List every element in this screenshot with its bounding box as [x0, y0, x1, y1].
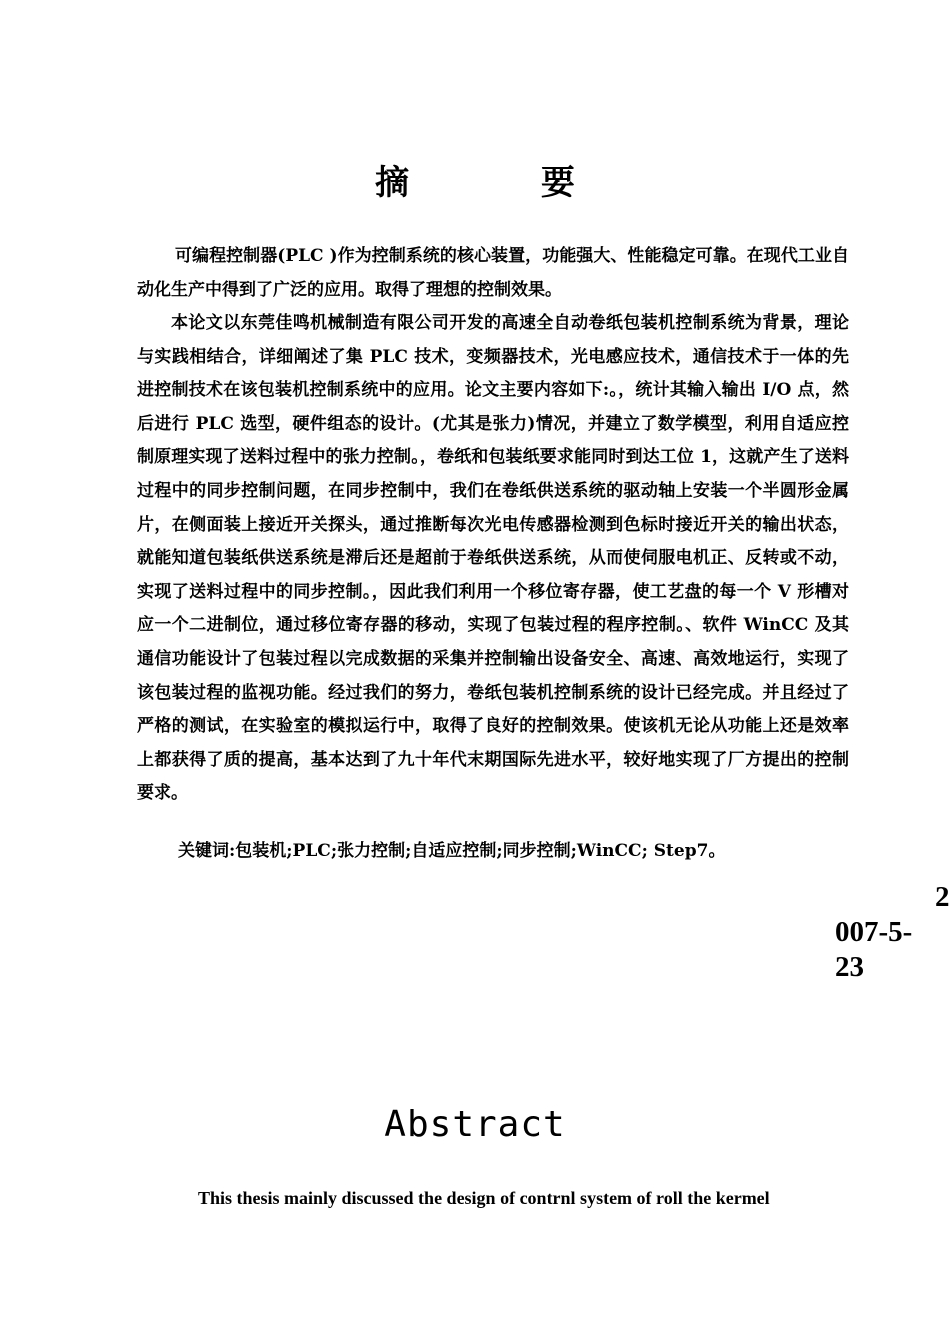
keywords-line: 关键词:包装机;PLC;张力控制;自适应控制;同步控制;WinCC; Step7。: [178, 841, 726, 861]
date-line-3: 23: [835, 951, 864, 983]
date-stamp: [835, 880, 950, 990]
english-abstract-first-line: This thesis mainly discussed the design of contrnl system of roll the kermel: [198, 1188, 770, 1208]
abstract-paragraph-2: 本论文以东莞佳鸣机械制造有限公司开发的高速全自动卷纸包装机控制系统为背景，理论与实践相结合，详细阐述了集 PLC 技术，变频器技术，光电感应技术，通信技术于一体的先进控制技术在该包装机控制系统中的应用。论文主要内容如下:。，统计其输入输出 I/O 点，然后进行 PLC 选型，硬件组态的设计。(尤其是张力)情况，并建立了数学模型，利用自适应控制原理实现了送料过程中的张力控制。，卷纸和包装纸要求能同时到达工位 1，这就产生了送料过程中的同步控制问题，在同步控制中，我们在卷纸供送系统的驱动轴上安装一个半圆形金属片，在侧面装上接近开关探头，通过推断每次光电传感器检测到色标时接近开关的输出状态，就能知道包装纸供送系统是滞后还是超前于卷纸供送系统，从而使伺服电机正、反转或不动，实现了送料过程中的同步控制。，因此我们利用一个移位寄存器，使工艺盘的每一个 V 形槽对应一个二进制位，通过移位寄存器的移动，实现了包装过程的程序控制。、软件 WinCC 及其通信功能设计了包装过程以完成数据的采集并控制输出设备安全、高速、高效地运行，实现了该包装过程的监视功能。经过我们的努力，卷纸包装机控制系统的设计已经完成。并且经过了严格的测试，在实验室的模拟运行中，取得了良好的控制效果。使该机无论从功能上还是效率上都获得了质的提高，基本达到了九十年代末期国际先进水平，较好地实现了厂方提出的控制要求。: [137, 313, 849, 804]
english-abstract-title: Abstract: [384, 1104, 566, 1145]
date-line-1: 2: [935, 881, 950, 913]
date-line-2: 007-5-: [835, 916, 913, 948]
chinese-abstract-title: 摘 要: [375, 163, 635, 203]
abstract-paragraph-1: 可编程控制器(PLC )作为控制系统的核心装置，功能强大、性能稳定可靠。在现代工业自动化生产中得到了广泛的应用。取得了理想的控制效果。: [137, 246, 849, 300]
